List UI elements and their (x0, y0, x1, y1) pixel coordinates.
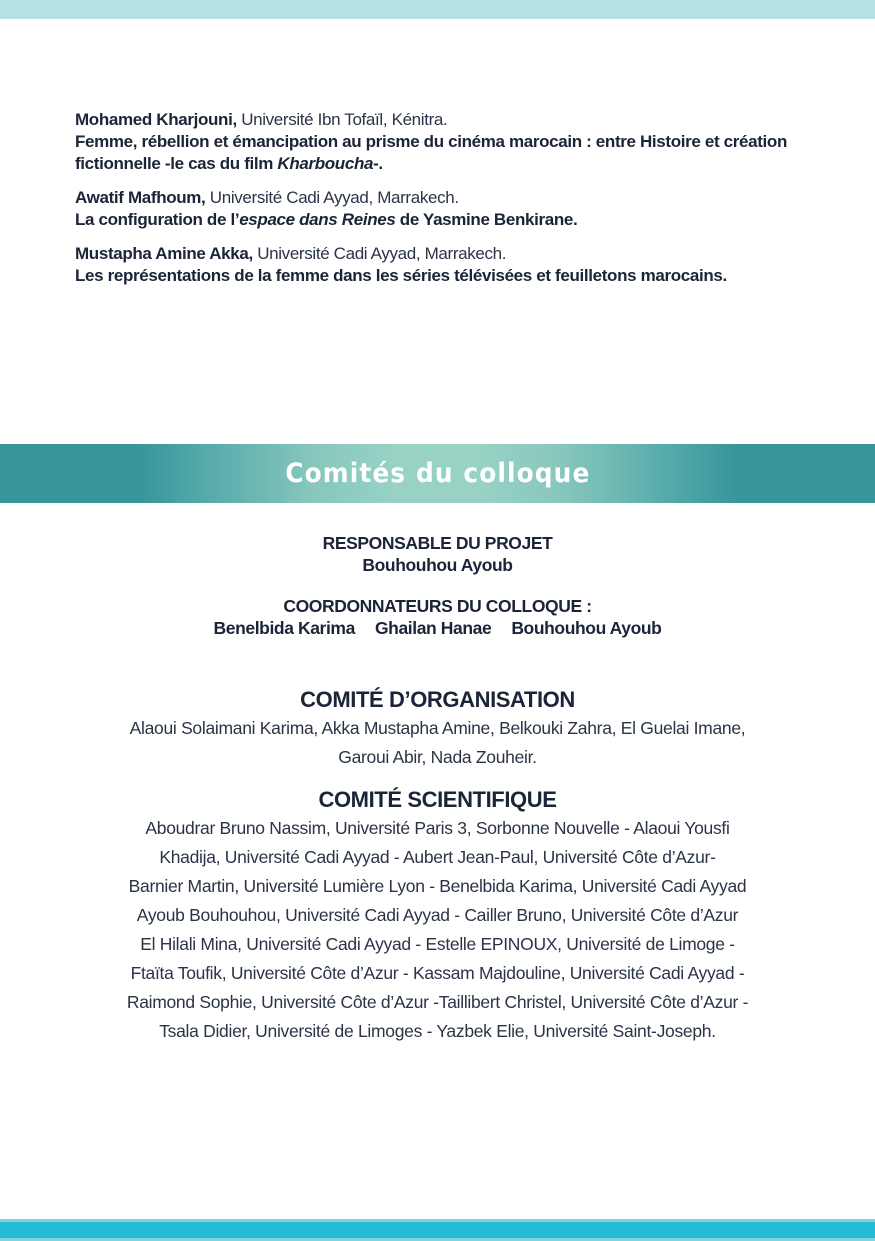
talk-title-text: de Yasmine Benkirane. (395, 210, 578, 229)
project-lead-label: RESPONSABLE DU PROJET (322, 533, 553, 553)
members-line: Garoui Abir, Nada Zouheir. (338, 747, 537, 767)
project-lead-block (0, 532, 875, 576)
members-line: Barnier Martin, Université Lumière Lyon - Benelbida Karima, Université Cadi Ayyad (128, 876, 747, 896)
speaker-entry (75, 243, 815, 287)
project-lead-name: Bouhouhou Ayoub (362, 555, 513, 575)
talk-title-text: Femme, rébellion et émancipation au prisme du cinéma marocain : entre Histoire et création fictionnelle -le cas du film (75, 132, 787, 173)
speaker-name: Mohamed Kharjouni, (75, 110, 237, 129)
members-line: Ftaïta Toufik, Université Côte d’Azur - Kassam Majdouline, Université Cadi Ayyad - (130, 963, 745, 983)
talk-title (75, 131, 815, 175)
speaker-affiliation: Université Cadi Ayyad, Marrakech. (205, 188, 459, 207)
talk-title-italic: espace dans Reines (239, 210, 396, 229)
talk-title-text: -. (373, 154, 383, 173)
organizing-committee-members (78, 714, 798, 772)
coordinator-name: Benelbida Karima (213, 618, 355, 638)
talk-title-text: Les représentations de la femme dans les séries télévisées et feuilletons marocains. (75, 266, 727, 285)
coordinator-name: Bouhouhou Ayoub (511, 618, 662, 638)
scientific-committee-heading: COMITÉ SCIENTIFIQUE (318, 787, 557, 812)
coordinator-name: Ghailan Hanae (374, 618, 492, 638)
bottom-band-inner (0, 1222, 875, 1238)
top-decorative-band (0, 0, 875, 19)
members-line: Alaoui Solaimani Karima, Akka Mustapha Amine, Belkouki Zahra, El Guelai Imane, (129, 718, 746, 738)
bottom-decorative-band (0, 1219, 875, 1241)
coordinators-names (0, 617, 875, 639)
scientific-committee-members (58, 814, 818, 1046)
talk-title-text: La configuration de l’ (75, 210, 240, 229)
speaker-entries (75, 109, 815, 299)
members-line: Khadija, Université Cadi Ayyad - Aubert Jean-Paul, Université Côte d’Azur- (159, 847, 716, 867)
talk-title-italic: Kharboucha (277, 154, 374, 173)
speaker-affiliation: Université Ibn Tofaïl, Kénitra. (236, 110, 448, 129)
speaker-entry (75, 187, 815, 231)
organizing-committee (0, 686, 875, 772)
members-line: Aboudrar Bruno Nassim, Université Paris 3, Sorbonne Nouvelle - Alaoui Yousfi (145, 818, 730, 838)
speaker-affiliation: Université Cadi Ayyad, Marrakech. (252, 244, 507, 263)
speaker-name: Mustapha Amine Akka, (75, 244, 253, 263)
talk-title (75, 209, 815, 231)
members-line: El Hilali Mina, Université Cadi Ayyad - Estelle EPINOUX, Université de Limoge - (140, 934, 735, 954)
members-line: Ayoub Bouhouhou, Université Cadi Ayyad - Cailler Bruno, Université Côte d’Azur (136, 905, 739, 925)
scientific-committee (0, 786, 875, 1046)
speaker-entry (75, 109, 815, 175)
coordinators-block (0, 595, 875, 639)
organizing-committee-heading: COMITÉ D’ORGANISATION (300, 687, 575, 712)
speaker-name: Awatif Mafhoum, (75, 188, 206, 207)
members-line: Raimond Sophie, Université Côte d’Azur -Taillibert Christel, Université Côte d’Azur - (126, 992, 749, 1012)
talk-title (75, 265, 815, 287)
section-title: Comités du colloque (284, 458, 591, 489)
members-line: Tsala Didier, Université de Limoges - Yazbek Elie, Université Saint-Joseph. (159, 1021, 716, 1041)
section-banner (0, 444, 875, 503)
coordinators-label: COORDONNATEURS DU COLLOQUE : (283, 596, 592, 616)
